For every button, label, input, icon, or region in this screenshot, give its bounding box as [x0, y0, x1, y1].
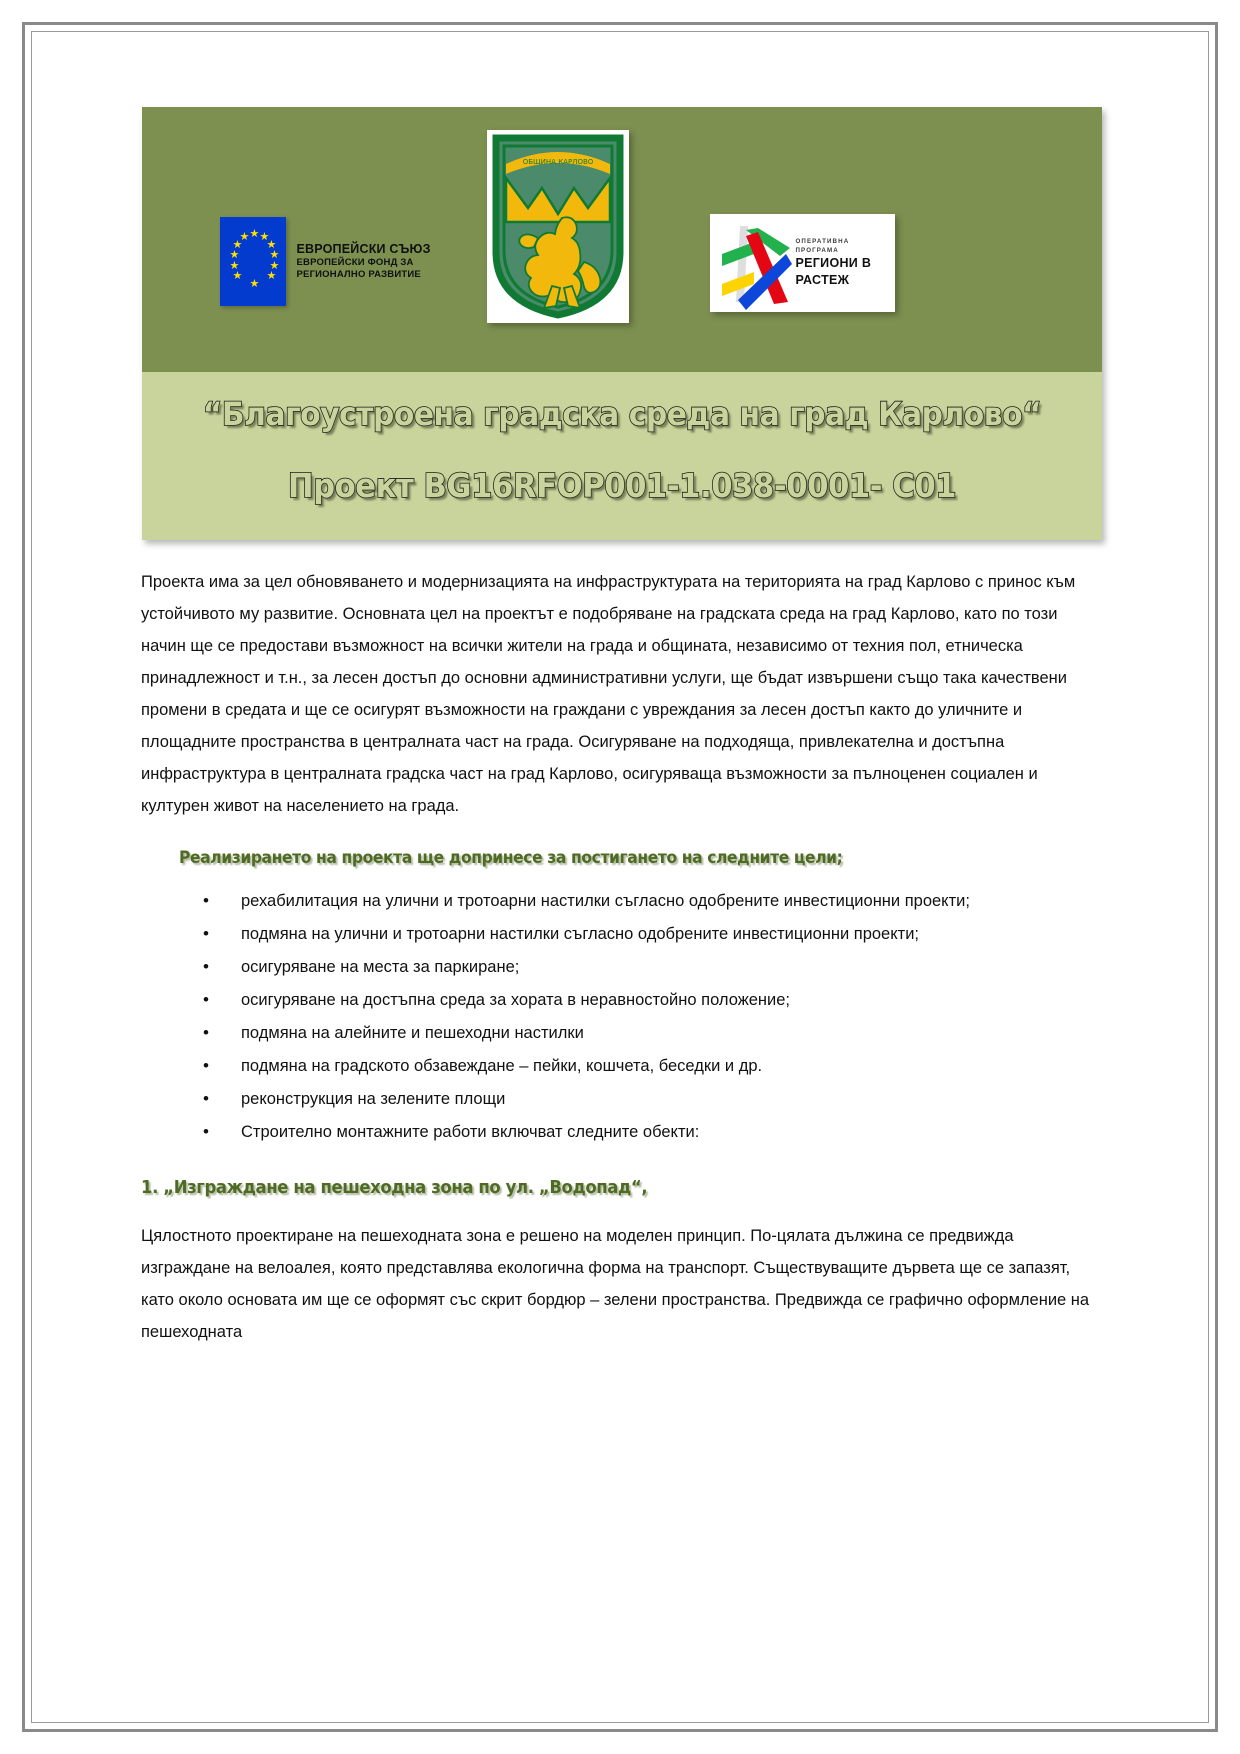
svg-text:ОБЩИНА КАРЛОВО: ОБЩИНА КАРЛОВО [522, 158, 593, 166]
list-item-label: подмяна на алейните и пешеходни настилки [241, 1024, 584, 1042]
section-paragraph-1: Цялостното проектиране на пешеходната зона е решено на моделен принцип. По-цялата дължина се предвижда изграждане на велоалея, която представлява екологична форма на транспорт. Съществуващите дървета ще се запазят, като около основата им ще се оформят със скрит бордюр – зелени пространства. Предвижда се графично оформление на пешеходната [141, 1227, 1090, 1341]
eu-logo-text [297, 242, 431, 282]
oprg-mark-icon [710, 214, 794, 312]
project-title: “Благоустроена градска среда на град Карлово“ [202, 395, 1041, 433]
eu-flag-icon: ★ ★ ★ ★ ★ ★ ★ ★ ★ ★ ★ ★ [220, 217, 286, 306]
list-item-label: подмяна на градското обзавеждане – пейки, кошчета, беседки и др. [241, 1057, 763, 1075]
eu-logo [220, 217, 431, 306]
goals-heading: Реализирането на проекта ще допринесе за постигането на следните цели; [179, 848, 843, 867]
list-item [173, 1050, 1104, 1082]
bullet-icon: • [203, 1122, 209, 1141]
project-number: Проект BG16RFOP001-1.038-0001- C01 [287, 466, 956, 505]
list-item-label: реконструкция на зелените площи [241, 1090, 506, 1108]
oprg-logo [710, 214, 895, 312]
list-item [173, 885, 1104, 917]
banner-title-band [142, 372, 1102, 540]
list-item-label: подмяна на улични и тротоарни настилки съгласно одобрените инвестиционни проекти; [241, 925, 919, 943]
bullet-icon: • [203, 1089, 209, 1108]
bullet-icon: • [203, 990, 209, 1009]
list-item-label: осигуряване на достъпна среда за хората в неравностойно положение; [241, 991, 790, 1009]
list-item-label: осигуряване на места за паркиране; [241, 958, 520, 976]
list-item-label: Строително монтажните работи включват следните обекти: [241, 1123, 700, 1141]
page-border-inner [31, 31, 1209, 1723]
goals-list [173, 885, 1104, 1148]
bullet-icon: • [203, 1056, 209, 1075]
bullet-icon: • [203, 1023, 209, 1042]
eu-logo-line1: ЕВРОПЕЙСКИ СЪЮЗ [296, 241, 431, 256]
bullet-icon: • [203, 924, 209, 943]
oprg-logo-line2: РЕГИОНИ В РАСТЕЖ [795, 256, 872, 287]
eu-logo-line3: РЕГИОНАЛНО РАЗВИТИЕ [296, 269, 421, 280]
bullet-icon: • [203, 891, 209, 910]
eu-logo-line2: ЕВРОПЕЙСКИ ФОНД ЗА [296, 256, 414, 268]
list-item [173, 951, 1104, 983]
list-item [173, 1116, 1104, 1148]
list-item [173, 1083, 1104, 1115]
list-item [173, 1017, 1104, 1049]
list-item [173, 918, 1104, 950]
section-heading-1: 1. „Изграждане на пешеходна зона по ул. „Водопад“, [141, 1178, 648, 1198]
oprg-logo-line1: ОПЕРАТИВНА ПРОГРАМА [795, 238, 850, 254]
banner-logo-band [142, 107, 1102, 372]
page-border-outer [22, 22, 1218, 1732]
intro-paragraph: Проекта има за цел обновяването и модернизацията на инфраструктурата на територията на град Карлово с принос към устойчивото му развитие. Основната цел на проектът е подобряване на градската среда на град Карлово, като по този начин ще се предостави възможност на всички жители на града и общината, независимо от техния пол, етническа принадлежност и т.н., за лесен достъп до основни административни услуги, ще бъдат извършени също така качествени промени в средата и ще се осигурят възможности на граждани с увреждания за лесен достъп както до уличните и площадните пространства в централната част на града. Осигуряване на подходяща, привлекателна и достъпна инфраструктура в централната градска част на град Карлово, осигуряваща възможности за пълноценен социален и културен живот на населението на града. [141, 573, 1076, 815]
list-item-label: рехабилитация на улични и тротоарни настилки съгласно одобрените инвестиционни проекти; [241, 892, 970, 910]
oprg-logo-text [794, 237, 895, 289]
document-content [139, 107, 1104, 1348]
list-item [173, 984, 1104, 1016]
bullet-icon: • [203, 957, 209, 976]
header-banner [142, 107, 1102, 540]
karlovo-coat-of-arms-icon [487, 130, 629, 323]
